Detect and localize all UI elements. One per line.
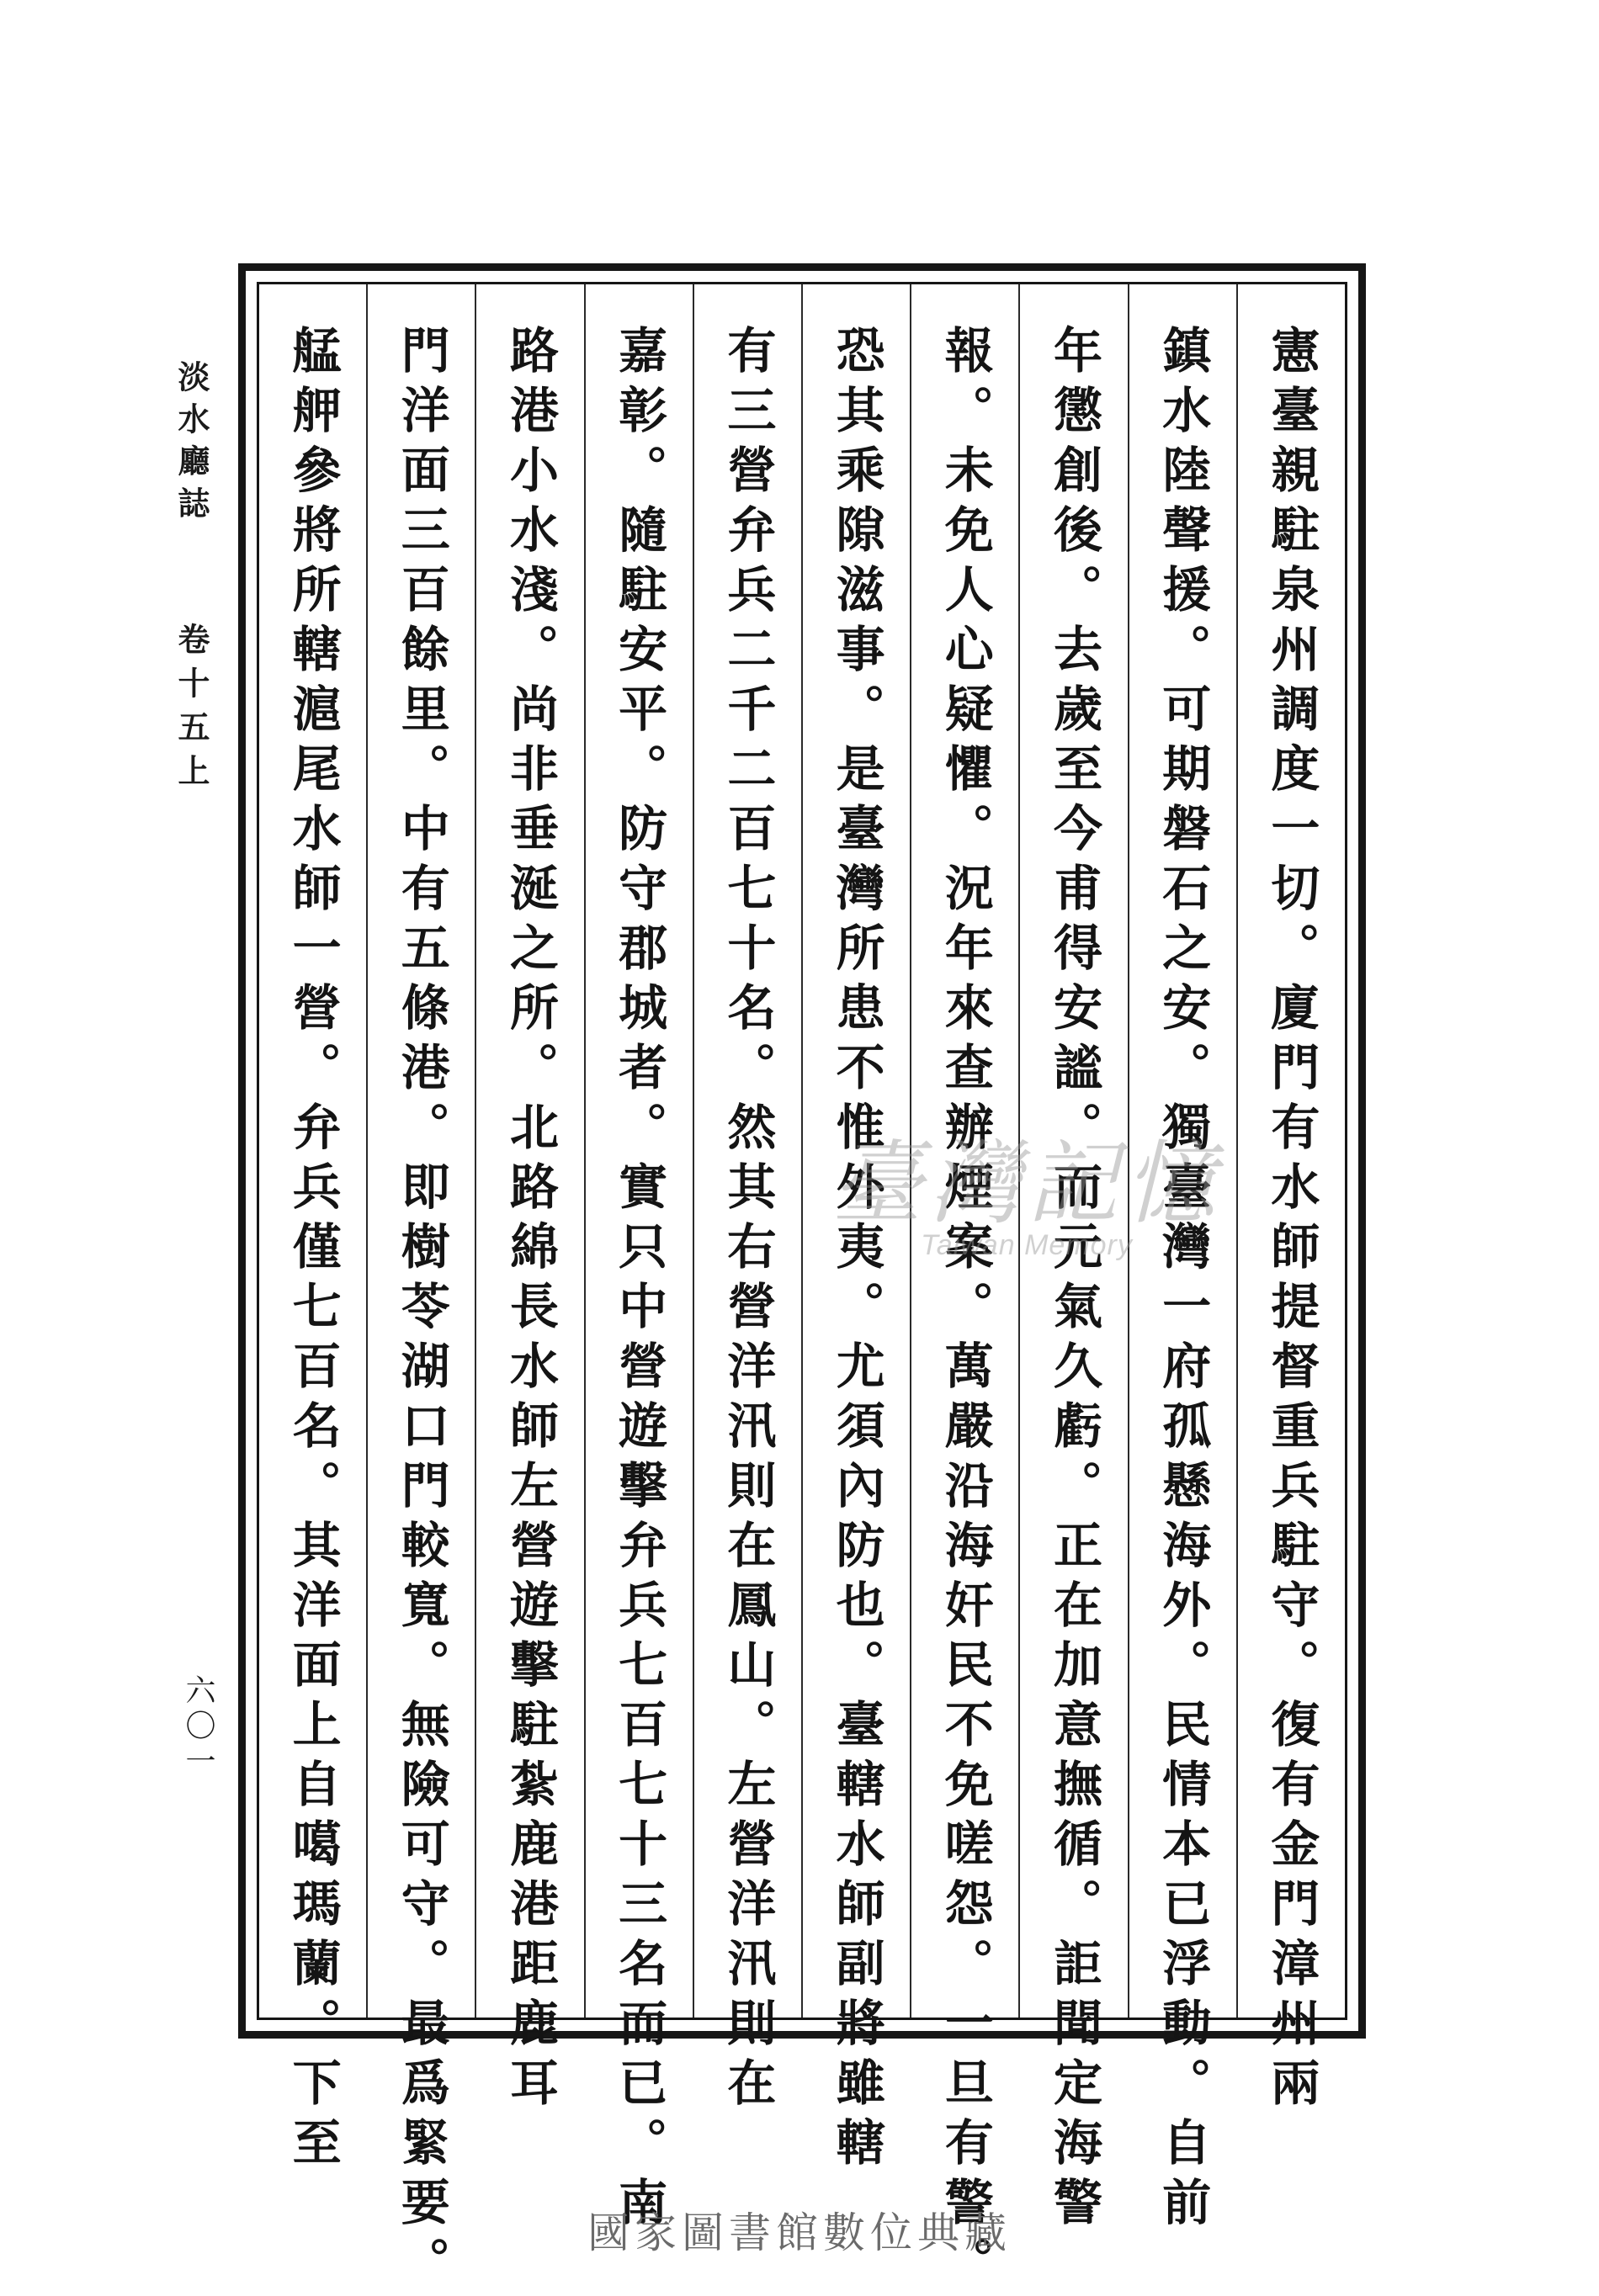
text-column-7	[586, 284, 694, 2236]
text-column-9	[368, 284, 476, 2296]
text-column-10	[259, 284, 368, 2177]
text-column-1	[1238, 284, 1345, 2117]
text-column-2	[1129, 284, 1238, 2236]
text-column-4	[911, 284, 1020, 2296]
text-column-8	[476, 284, 585, 2117]
text-column-6	[694, 284, 803, 2117]
column-text: 門洋面三百餘里。中有五條港。即樹苓湖口門較寬。無險可守。最爲緊要。	[392, 325, 450, 2296]
book-title: 淡水廳誌	[173, 360, 210, 528]
text-column-5	[803, 284, 911, 2177]
column-text: 有三營弁兵二千二百七十名。然其右營洋汛則在鳳山。左營洋汛則在	[719, 325, 777, 2117]
column-text: 鎮水陸聲援。可期磐石之安。獨臺灣一府孤懸海外。民情本已浮動。自前	[1154, 325, 1212, 2236]
watermark-subtitle: Taiwan Memory	[921, 1229, 1133, 1261]
column-text: 路港小水淺。尚非垂涎之所。北路綿長水師左營遊擊駐紮鹿港距鹿耳	[501, 325, 559, 2117]
column-text: 報。未免人心疑懼。況年來查辦煙案。萬嚴沿海奸民不免嗟怨。一旦有警。	[936, 325, 994, 2296]
watermark-title: 臺灣記憶	[831, 1132, 1222, 1237]
footer-credit: 國家圖書館數位典藏	[587, 2209, 1012, 2257]
volume-label: 卷十五上	[173, 623, 210, 798]
column-text: 年懲創後。去歲至今甫得安謐。而元氣久虧。正在加意撫循。詎聞定海警	[1044, 325, 1102, 2236]
column-text: 艋舺參將所轄滬尾水師一營。弁兵僅七百名。其洋面上自噶瑪蘭。下至	[284, 325, 342, 2177]
page-number: 六〇一	[181, 1674, 215, 1780]
column-text: 恐其乘隙滋事。是臺灣所患不惟外夷。尤須內防也。臺轄水師副將雖轄	[827, 325, 885, 2177]
text-column-3	[1020, 284, 1129, 2236]
column-text: 憲臺親駐泉州調度一切。廈門有水師提督重兵駐守。復有金門漳州兩	[1262, 325, 1320, 2117]
column-text: 嘉彰。隨駐安平。防守郡城者。實只中營遊擊弁兵七百七十三名而已。南	[610, 325, 668, 2236]
